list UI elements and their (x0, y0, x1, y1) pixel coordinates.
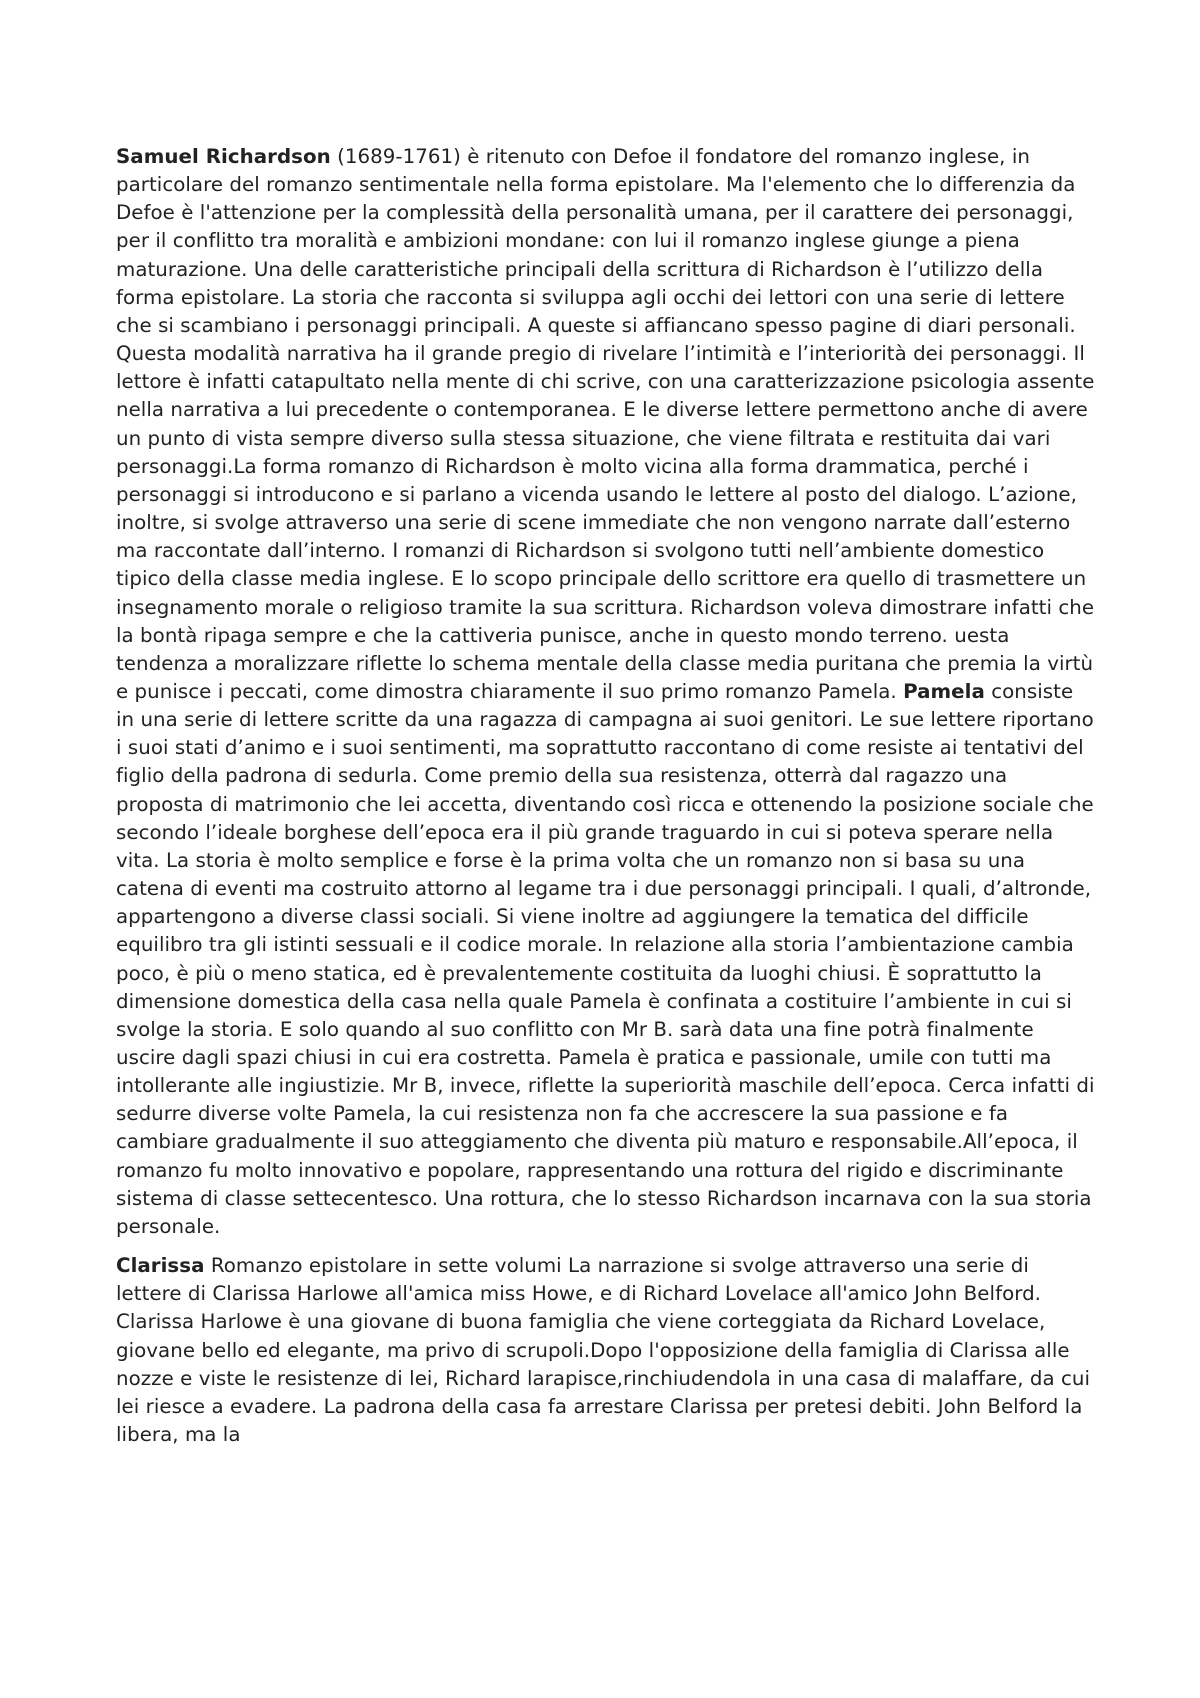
bold-term-pamela: Pamela (903, 679, 985, 703)
paragraph-clarissa (116, 1252, 1096, 1449)
paragraph-clarissa-text: Romanzo epistolare in sette volumi La narrazione si svolge attraverso una serie di lettere di Clarissa Harlowe all'amica miss Howe, e di Richard Lovelace all'amico John Belford. Clarissa Harlowe è una giovane di buona famiglia che viene corteggiata da Richard Lovelace, giovane bello ed elegante, ma privo di scrupoli.Dopo l'opposizione della famiglia di Clarissa alle nozze e viste le resistenze di lei, Richard larapisce,rinchiudendola in una casa di malaffare, da cui lei riesce a evadere. La padrona della casa fa arrestare Clarissa per pretesi debiti. John Belford la libera, ma la (116, 1254, 1091, 1447)
heading-clarissa: Clarissa (116, 1254, 205, 1278)
paragraph-richardson (116, 143, 1096, 1241)
paragraph-richardson-text-b: consiste in una serie di lettere scritte da una ragazza di campagna ai suoi genitori. Le sue lettere riportano i suoi stati d’animo e i suoi sentimenti, ma soprattutto raccontano di come resiste ai tentativi del figlio della padrona di sedurla. Come premio della sua resistenza, otterrà dal ragazzo una proposta di matrimonio che lei accetta, diventando così ricca e ottenendo la posizione sociale che secondo l’ideale borghese dell’epoca era il più grande traguardo in cui si poteva sperare nella vita. La storia è molto semplice e forse è la prima volta che un romanzo non si basa su una catena di eventi ma costruito attorno al legame tra i due personaggi principali. I quali, d’altronde, appartengono a diverse classi sociali. Si viene inoltre ad aggiungere la tematica del difficile equilibro tra gli istinti sessuali e il codice morale. In relazione alla storia l’ambientazione cambia poco, è più o meno statica, ed è prevalentemente costituita da luoghi chiusi. È soprattutto la dimensione domestica della casa nella quale Pamela è confinata a costituire l’ambiente in cui si svolge la storia. E solo quando al suo conflitto con Mr B. sarà data una fine potrà finalmente uscire dagli spazi chiusi in cui era costretta. Pamela è pratica e passionale, umile con tutti ma intollerante alle ingiustizie. Mr B, invece, riflette la superiorità maschile dell’epoca. Cerca infatti di sedurre diverse volte Pamela, la cui resistenza non fa che accrescere la sua passione e fa cambiare gradualmente il suo atteggiamento che diventa più maturo e responsabile.All’epoca, il romanzo fu molto innovativo e popolare, rappresentando una rottura del rigido e discriminante sistema di classe settecentesco. Una rottura, che lo stesso Richardson incarnava con la sua storia personale. (116, 679, 1095, 1238)
document-page (116, 143, 1096, 1449)
paragraph-richardson-text-a: (1689-1761) è ritenuto con Defoe il fondatore del romanzo inglese, in particolare del romanzo sentimentale nella forma epistolare. Ma l'elemento che lo differenzia da Defoe è l'attenzione per la complessità della personalità umana, per il carattere dei personaggi, per il conflitto tra moralità e ambizioni mondane: con lui il romanzo inglese giunge a piena maturazione. Una delle caratteristiche principali della scrittura di Richardson è l’utilizzo della forma epistolare. La storia che racconta si sviluppa agli occhi dei lettori con una serie di lettere che si scambiano i personaggi principali. A queste si affiancano spesso pagine di diari personali. Questa modalità narrativa ha il grande pregio di rivelare l’intimità e l’interiorità dei personaggi. Il lettore è infatti catapultato nella mente di chi scrive, con una caratterizzazione psicologia assente nella narrativa a lui precedente o contemporanea. E le diverse lettere permettono anche di avere un punto di vista sempre diverso sulla stessa situazione, che viene filtrata e restituita dai vari personaggi.La forma romanzo di Richardson è molto vicina alla forma drammatica, perché i personaggi si introducono e si parlano a vicenda usando le lettere al posto del dialogo. L’azione, inoltre, si svolge attraverso una serie di scene immediate che non vengono narrate dall’esterno ma raccontate dall’interno. I romanzi di Richardson si svolgono tutti nell’ambiente domestico tipico della classe media inglese. E lo scopo principale dello scrittore era quello di trasmettere un insegnamento morale o religioso tramite la sua scrittura. Richardson voleva dimostrare infatti che la bontà ripaga sempre e che la cattiveria punisce, anche in questo mondo terreno. uesta tendenza a moralizzare riflette lo schema mentale della classe media puritana che premia la virtù e punisce i peccati, come dimostra chiaramente il suo primo romanzo Pamela. (116, 145, 1095, 703)
heading-samuel-richardson: Samuel Richardson (116, 145, 331, 168)
